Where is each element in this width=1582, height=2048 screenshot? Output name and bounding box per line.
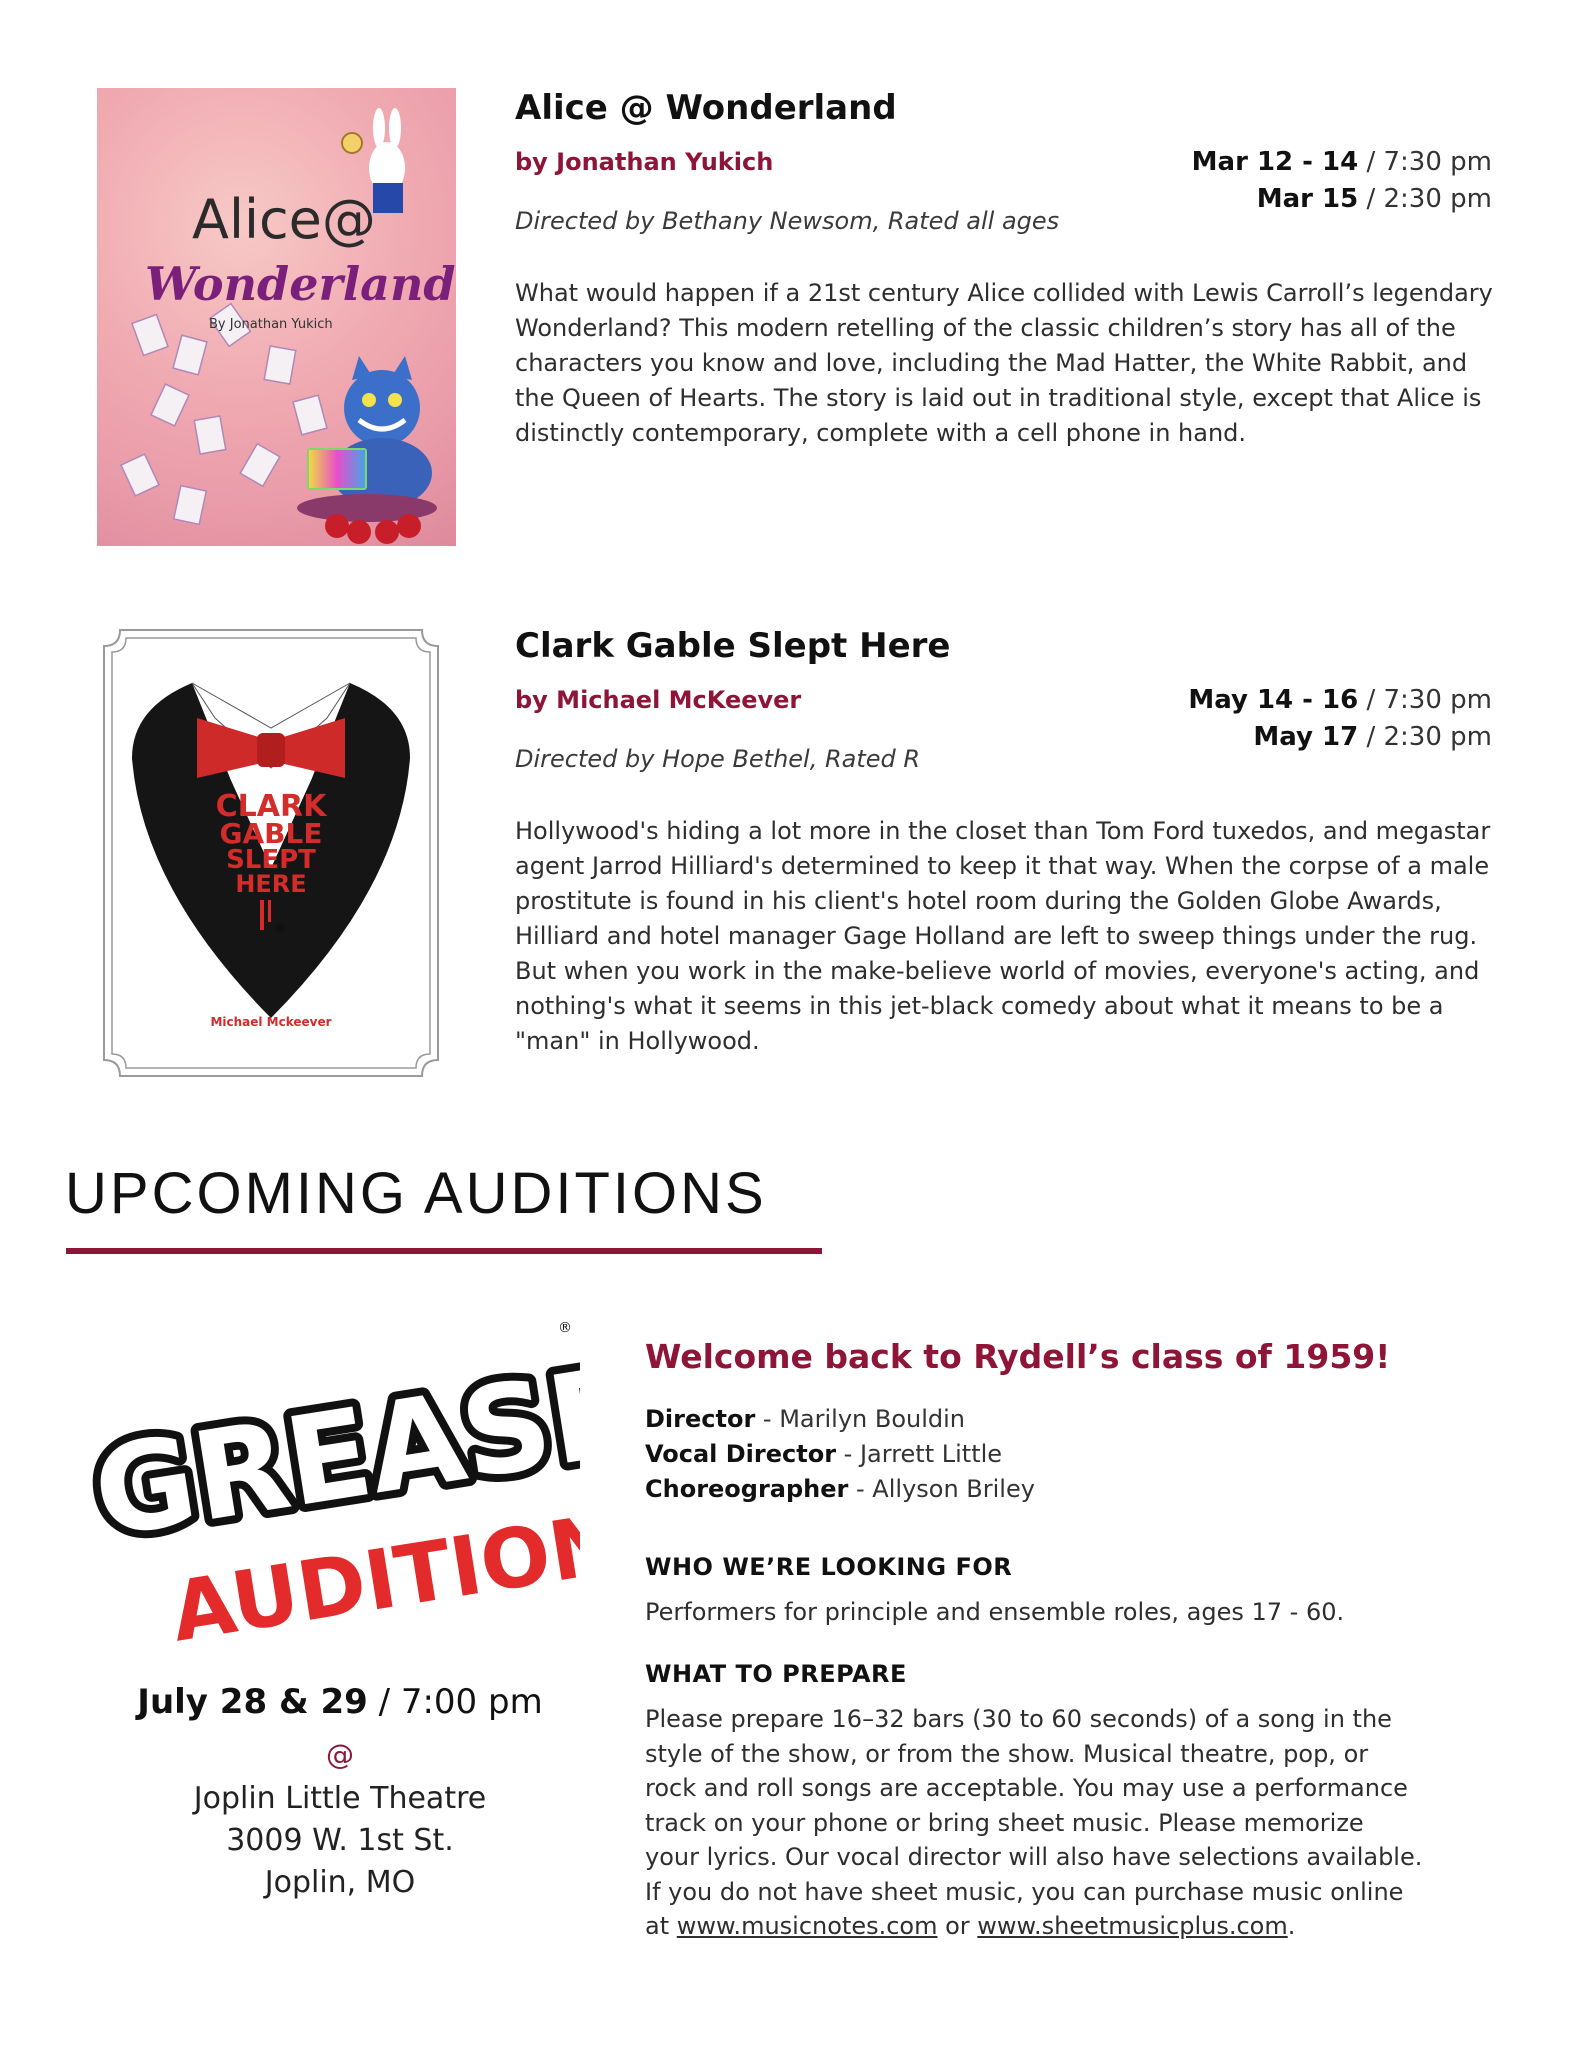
- prepare-or: or: [937, 1912, 978, 1940]
- show-author-alice: by Jonathan Yukich: [515, 148, 774, 176]
- credit-director: [645, 1405, 965, 1433]
- clark-poster: [102, 628, 440, 1078]
- grease-logo-art: [80, 1310, 580, 1670]
- alice-poster-line1: Alice@: [192, 188, 376, 251]
- date-line: [1192, 181, 1492, 218]
- clark-poster-line3: SLEPT: [226, 845, 316, 875]
- audition-welcome: Welcome back to Rydell’s class of 1959!: [645, 1337, 1391, 1376]
- date-line: [1188, 682, 1492, 719]
- credit-name: - Allyson Briley: [848, 1475, 1035, 1503]
- prepare-body: Please prepare 16–32 bars (30 to 60 seconds) of a song in the style of the show, or from the show. Musical theatre, pop, or rock and roll songs are acceptable. You may use a performance track on your phone or bring sheet music. Please memorize your lyrics. Our vocal director will also have selections available. If you do not have sheet music, you can purchase music online at: [645, 1705, 1423, 1940]
- looking-for-text: Performers for principle and ensemble roles, ages 17 - 60.: [645, 1598, 1345, 1626]
- venue-city: Joplin, MO: [264, 1865, 416, 1900]
- clark-poster-line4: HERE: [235, 870, 307, 898]
- credit-name: - Marilyn Bouldin: [755, 1405, 966, 1433]
- date-time: / 2:30 pm: [1358, 184, 1492, 214]
- grease-logo-word: GREASE: [84, 1339, 580, 1565]
- date-time: / 7:30 pm: [1358, 147, 1492, 177]
- date-days: May 14 - 16: [1188, 685, 1359, 715]
- prepare-end: .: [1287, 1912, 1296, 1940]
- sheetmusicplus-link[interactable]: www.sheetmusicplus.com: [977, 1912, 1288, 1940]
- prepare-text: [645, 1702, 1425, 1944]
- audition-date-days: July 28 & 29: [137, 1682, 368, 1722]
- date-time: / 2:30 pm: [1358, 722, 1492, 752]
- alice-poster-byline: By Jonathan Yukich: [209, 317, 333, 332]
- credit-vocal-director: [645, 1440, 1002, 1468]
- musicnotes-link[interactable]: www.musicnotes.com: [676, 1912, 938, 1940]
- show-director-alice: Directed by Bethany Newsom, Rated all ages: [515, 207, 1060, 235]
- date-line: [1192, 144, 1492, 181]
- date-time: / 7:30 pm: [1358, 685, 1492, 715]
- auditions-heading: UPCOMING AUDITIONS: [65, 1161, 767, 1226]
- looking-for-heading: WHO WE’RE LOOKING FOR: [645, 1553, 1013, 1581]
- date-line: [1188, 719, 1492, 756]
- show-director-clark: Directed by Hope Bethel, Rated R: [515, 745, 921, 773]
- prepare-heading: WHAT TO PREPARE: [645, 1660, 907, 1688]
- date-days: Mar 15: [1256, 184, 1359, 214]
- date-days: May 17: [1253, 722, 1359, 752]
- credit-role: Vocal Director: [645, 1440, 837, 1468]
- clark-poster-art: [102, 628, 440, 1078]
- show-author-clark: by Michael McKeever: [515, 686, 802, 714]
- alice-poster-art: [97, 88, 456, 546]
- grease-logo-subword: AUDITIONS: [164, 1486, 580, 1661]
- show-title-alice: Alice @ Wonderland: [515, 88, 897, 128]
- clark-poster-line1: CLARK: [215, 789, 327, 824]
- registered-mark: ®: [558, 1320, 572, 1336]
- audition-at-symbol: @: [326, 1738, 354, 1771]
- venue-street: 3009 W. 1st St.: [226, 1823, 454, 1858]
- audition-date-time: / 7:00 pm: [367, 1682, 543, 1722]
- show-title-clark: Clark Gable Slept Here: [515, 626, 951, 666]
- credit-name: - Jarrett Little: [836, 1440, 1003, 1468]
- alice-poster-line2: Wonderland: [145, 257, 456, 311]
- credit-choreographer: [645, 1475, 1035, 1503]
- venue-name: Joplin Little Theatre: [193, 1781, 487, 1816]
- audition-date: [90, 1682, 590, 1722]
- show-dates-alice: [1192, 144, 1492, 218]
- clark-poster-line2: GABLE: [219, 817, 323, 850]
- show-description-clark: Hollywood's hiding a lot more in the closet than Tom Ford tuxedos, and megastar agent Jarrod Hilliard's determined to keep it that way. When the corpse of a male prostitute is found in his client's hotel room during the Golden Globe Awards, Hilliard and hotel manager Gage Holland are left to sweep things under the rug. But when you work in the make-believe world of movies, everyone's acting, and nothing's what it seems in this jet-black comedy about what it means to be a "man" in Hollywood.: [515, 817, 1491, 1055]
- show-description-alice: What would happen if a 21st century Alice collided with Lewis Carroll’s legendary Wonderland? This modern retelling of the classic children’s story has all of the characters you know and love, including the Mad Hatter, the White Rabbit, and the Queen of Hearts. The story is laid out in traditional style, except that Alice is distinctly contemporary, complete with a cell phone in hand.: [515, 279, 1493, 447]
- auditions-divider: [66, 1248, 822, 1254]
- credit-role: Director: [645, 1405, 756, 1433]
- alice-poster: [97, 88, 456, 546]
- clark-poster-byline: Michael Mckeever: [210, 1015, 332, 1029]
- date-days: Mar 12 - 14: [1191, 147, 1359, 177]
- grease-auditions-logo: [80, 1310, 580, 1670]
- credit-role: Choreographer: [645, 1475, 849, 1503]
- show-dates-clark: [1188, 682, 1492, 756]
